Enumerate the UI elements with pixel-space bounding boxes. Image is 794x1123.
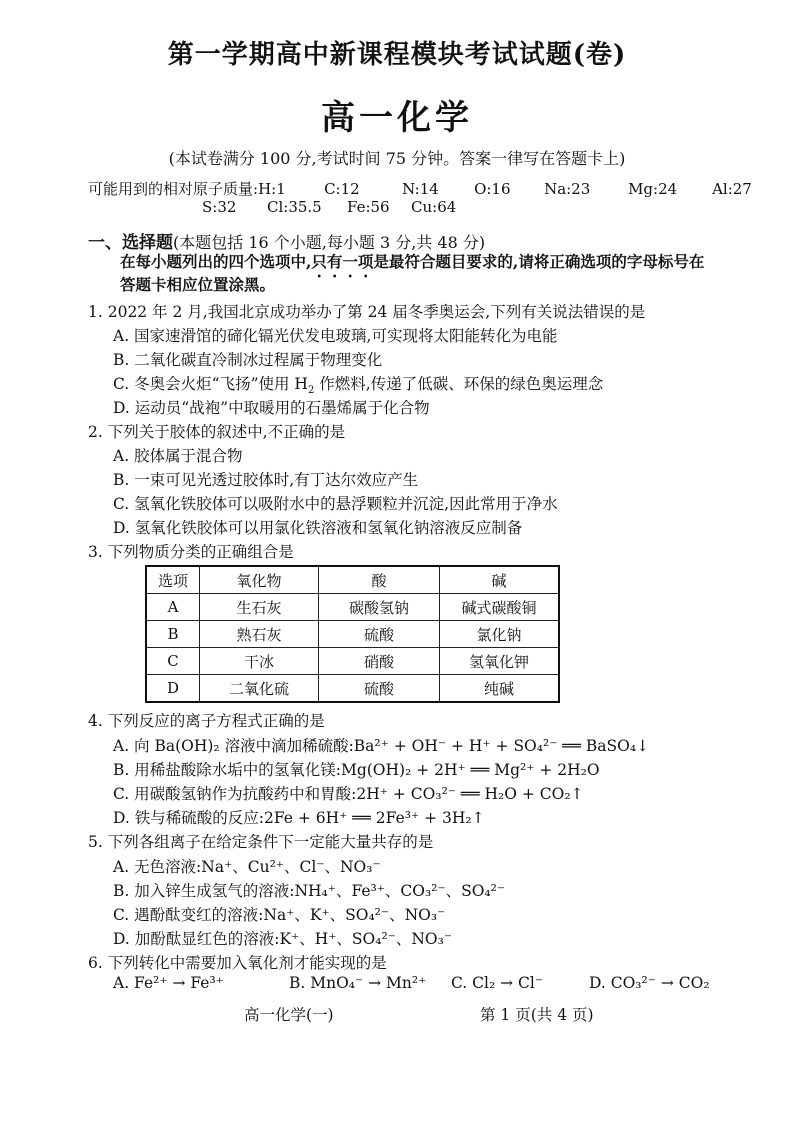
question-1-option-b: B. 二氧化碳直冷制冰过程属于物理变化 [113, 351, 383, 369]
table-cell: 生石灰 [200, 594, 319, 621]
question-6-stem: 6. 下列转化中需要加入氧化剂才能实现的是 [88, 954, 387, 972]
atomic-masses-label: 可能用到的相对原子质量: [88, 180, 259, 198]
table-row [146, 621, 559, 648]
question-4-option-b: B. 用稀盐酸除水垢中的氢氧化镁:Mg(OH)₂ + 2H⁺ ══ Mg²⁺ + 2H₂O [113, 761, 600, 779]
atomic-masses-line2 [202, 198, 456, 216]
option-text: C. 冬奥会火炬“飞扬”使用 H [113, 375, 308, 393]
table-cell: 纯碱 [440, 675, 560, 703]
table-cell: 硫酸 [319, 675, 440, 703]
table-row [146, 594, 559, 621]
question-6-option-c: C. Cl₂ → Cl⁻ [451, 974, 544, 992]
section-heading-note: (本题包括 16 个小题,每小题 3 分,共 48 分) [173, 233, 486, 252]
table-cell: 硝酸 [319, 648, 440, 675]
table-cell: 碳酸氢钠 [319, 594, 440, 621]
table-cell: 熟石灰 [200, 621, 319, 648]
mass-item: S:32 [202, 198, 237, 216]
table-header: 碱 [440, 566, 560, 594]
question-4-option-c: C. 用碳酸氢钠作为抗酸药中和胃酸:2H⁺ + CO₃²⁻ ══ H₂O + CO₂↑ [113, 785, 584, 803]
table-cell: B [146, 621, 200, 648]
question-5-option-b: B. 加入锌生成氢气的溶液:NH₄⁺、Fe³⁺、CO₃²⁻、SO₄²⁻ [113, 882, 506, 900]
option-text: 作燃料,传递了低碳、环保的绿色奥运理念 [314, 375, 604, 393]
mass-item: C:12 [324, 180, 360, 198]
mass-item: Na:23 [544, 180, 591, 198]
atomic-masses-line1 [88, 178, 752, 199]
table-cell: D [146, 675, 200, 703]
mass-item: Cu:64 [411, 198, 457, 216]
table-cell: C [146, 648, 200, 675]
mass-item: N:14 [402, 180, 439, 198]
question-1-stem: 1. 2022 年 2 月,我国北京成功举办了第 24 届冬季奥运会,下列有关说法错误的是 [88, 303, 646, 321]
question-5-stem: 5. 下列各组离子在给定条件下一定能大量共存的是 [88, 833, 434, 851]
table-cell: 二氧化硫 [200, 675, 319, 703]
question-4-stem: 4. 下列反应的离子方程式正确的是 [88, 712, 325, 730]
table-row [146, 648, 559, 675]
question-6-option-a: A. Fe²⁺ → Fe³⁺ [113, 974, 224, 992]
note-text: 在每小题列出的四个选项中, [120, 252, 312, 271]
table-cell: A [146, 594, 200, 621]
question-2-option-d: D. 氢氧化铁胶体可以用氯化铁溶液和氢氧化钠溶液反应制备 [113, 519, 523, 537]
question-4-option-d: D. 铁与稀硫酸的反应:2Fe + 6H⁺ ══ 2Fe³⁺ + 3H₂↑ [113, 809, 485, 827]
mass-item: Al:27 [712, 180, 752, 198]
table-header: 氧化物 [200, 566, 319, 594]
mass-item: Mg:24 [628, 180, 678, 198]
question-1-option-d: D. 运动员“战袍”中取暖用的石墨烯属于化合物 [113, 399, 430, 417]
footer-page-number: 第 1 页(共 4 页) [480, 1006, 594, 1024]
section-heading-text: 一、选择题 [88, 233, 173, 253]
question-1-option-c: C. 冬奥会火炬“飞扬”使用 $H_2$ 作燃料,传递了低碳、环保的绿色奥运理念 [113, 375, 604, 397]
footer-subject: 高一化学(一) [244, 1006, 334, 1024]
mass-item: Fe:56 [347, 198, 390, 216]
question-4-option-a: A. 向 Ba(OH)₂ 溶液中滴加稀硫酸:Ba²⁺ + OH⁻ + H⁺ + SO₄²⁻ ══ BaSO₄↓ [113, 737, 650, 755]
exam-instructions: (本试卷满分 100 分,考试时间 75 分钟。答案一律写在答题卡上) [168, 149, 626, 168]
table-header-row [146, 566, 559, 594]
question-2-option-c: C. 氢氧化铁胶体可以吸附水中的悬浮颗粒并沉淀,因此常用于净水 [113, 495, 558, 513]
table-cell: 氯化钠 [440, 621, 560, 648]
table-cell: 干冰 [200, 648, 319, 675]
table-header: 酸 [319, 566, 440, 594]
classification-table [145, 565, 560, 703]
table-cell: 氢氧化钾 [440, 648, 560, 675]
question-6-option-b: B. MnO₄⁻ → Mn²⁺ [289, 974, 427, 992]
question-5-option-d: D. 加酚酞显红色的溶液:K⁺、H⁺、SO₄²⁻、NO₃⁻ [113, 930, 453, 948]
mass-item: H:1 [258, 180, 286, 198]
subject-title: 高一化学 [321, 98, 473, 138]
table-row [146, 675, 559, 703]
question-3-stem: 3. 下列物质分类的正确组合是 [88, 543, 294, 561]
table-cell: 碱式碳酸铜 [440, 594, 560, 621]
question-5-option-c: C. 遇酚酞变红的溶液:Na⁺、K⁺、SO₄²⁻、NO₃⁻ [113, 906, 446, 924]
question-2-option-b: B. 一束可见光透过胶体时,有丁达尔效应产生 [113, 471, 419, 489]
question-2-stem: 2. 下列关于胶体的叙述中,不正确的是 [88, 423, 346, 441]
note-text: 是最符合题目要求的,请将正确选项的字母标号在 [373, 252, 705, 271]
section-note-line2: 答题卡相应位置涂黑。 [120, 275, 276, 294]
note-emphasis: 只有一项 [311, 252, 374, 271]
mass-item: Cl:35.5 [267, 198, 322, 216]
table-cell: 硫酸 [319, 621, 440, 648]
question-2-option-a: A. 胶体属于混合物 [113, 447, 243, 465]
question-5-option-a: A. 无色溶液:Na⁺、Cu²⁺、Cl⁻、NO₃⁻ [113, 858, 381, 876]
question-1-option-a: A. 国家速滑馆的碲化镉光伏发电玻璃,可实现将太阳能转化为电能 [113, 327, 558, 345]
table-header: 选项 [146, 566, 200, 594]
mass-item: O:16 [474, 180, 511, 198]
exam-title: 第一学期高中新课程模块考试试题(卷) [167, 40, 627, 70]
question-6-option-d: D. CO₃²⁻ → CO₂ [589, 974, 710, 992]
